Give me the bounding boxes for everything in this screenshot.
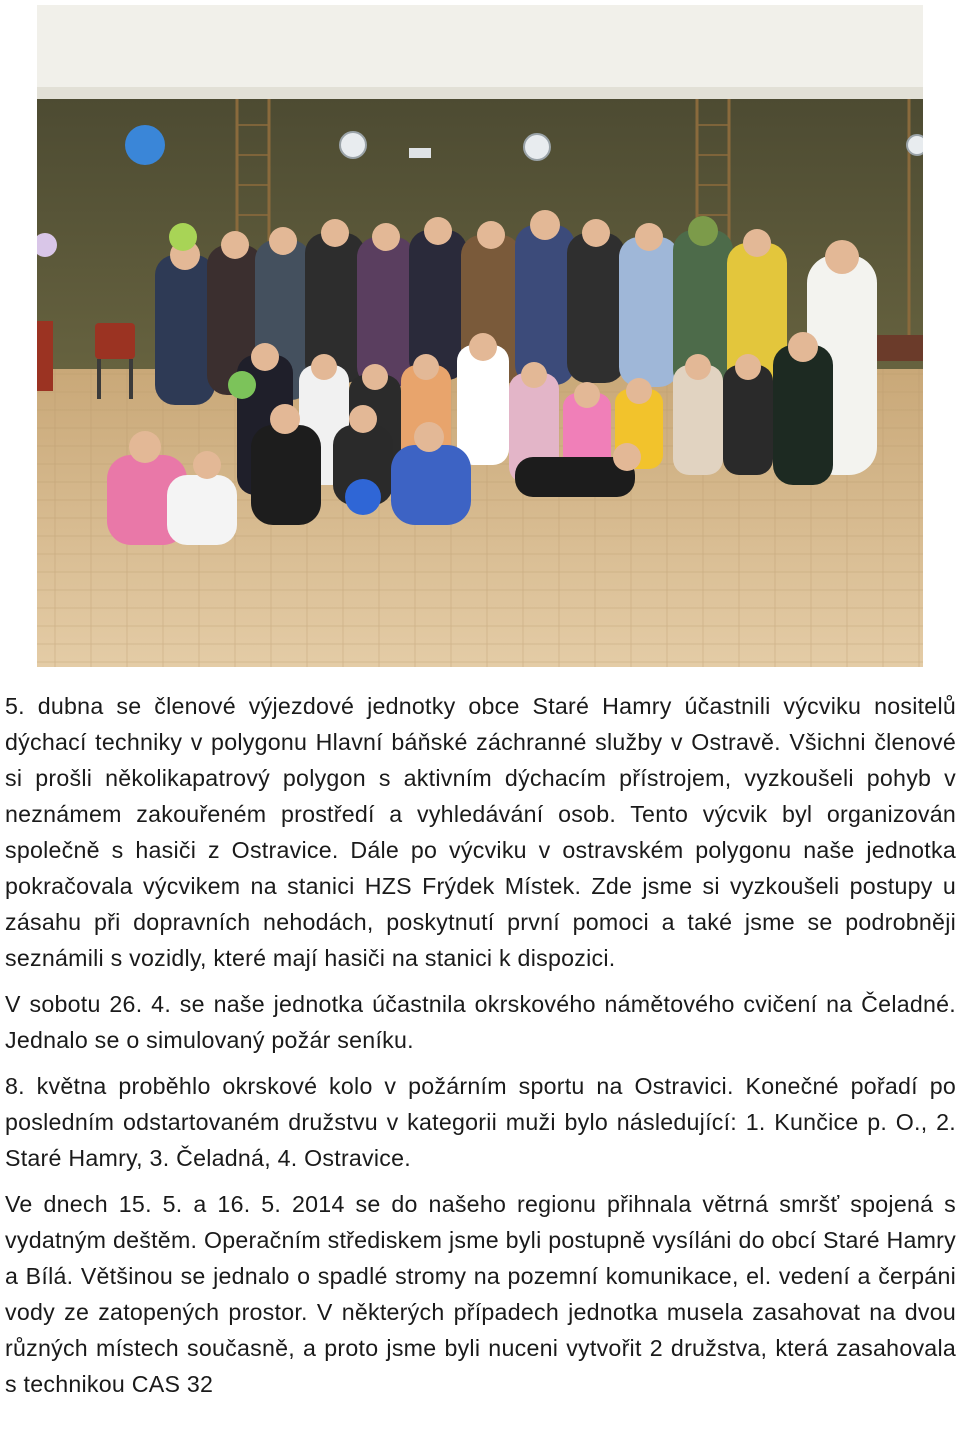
paragraph-training: 5. dubna se členové výjezdové jednotky obce Staré Hamry účastnili výcviku nositelů dýchací techniky v polygonu Hlavní báňské záchranné služby v Ostravě. Všichni členové si prošli několikapatrový polygon s aktivním dýchacím přístrojem, vyzkoušeli pohyb v neznámem zakouřeném prostředí a vyhledávání osob. Tento výcvik byl organizován společně s hasiči z Ostravice. Dále po výcviku v ostravském polygonu naše jednotka pokračovala výcvikem na stanici HZS Frýdek Místek. Zde jsme si vyzkoušeli postupy u zásahu při dopravních nehodách, poskytnutí první pomoci a také jsme se podrobněji seznámili s vozidly, které mají hasiči na stanici k dispozici. xyxy=(5,693,956,971)
paragraph-storm: Ve dnech 15. 5. a 16. 5. 2014 se do našeho regionu přihnala větrná smršť spojená s vydatným deštěm. Operačním střediskem jsme byli postupně vysíláni do obcí Staré Hamry a Bílá. Většinou se jednalo o spadlé stromy na pozemní komunikace, el. vedení a čerpáni vody ze zatopených prostor. V některých případech jednotka musela zasahovat na dvou různých místech současně, a proto jsme byli nuceni vytvořit 2 družstva, která zasahovala s technikou CAS 32 xyxy=(5,1191,956,1397)
group-photo xyxy=(37,5,923,667)
paragraph-sport: 8. května proběhlo okrskové kolo v požárním sportu na Ostravici. Konečné pořadí po posledním odstartovaném družstvu v kategorii muži bylo následující: 1. Kunčice p. O., 2. Staré Hamry, 3. Čeladná, 4. Ostravice. xyxy=(5,1073,956,1171)
paragraph-exercise: V sobotu 26. 4. se naše jednotka účastnila okrskového námětového cvičení na Čeladné. Jednalo se o simulovaný požár seníku. xyxy=(5,991,956,1053)
ceiling xyxy=(37,5,923,97)
article-text xyxy=(5,688,956,1402)
